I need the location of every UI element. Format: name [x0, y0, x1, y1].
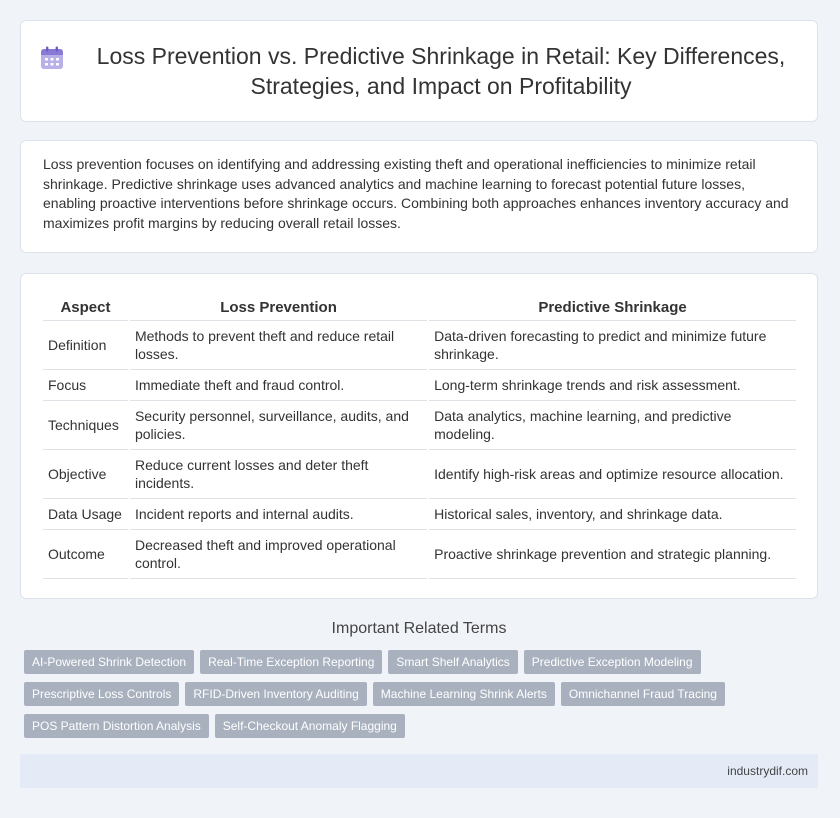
row-aspect: Techniques	[43, 401, 128, 450]
row-predictive-shrinkage: Data analytics, machine learning, and predictive modeling.	[429, 401, 796, 450]
related-term-tag[interactable]: Machine Learning Shrink Alerts	[373, 682, 555, 706]
related-terms-title: Important Related Terms	[331, 620, 507, 637]
calendar-icon	[39, 45, 65, 71]
row-predictive-shrinkage: Long-term shrinkage trends and risk assessment.	[429, 370, 796, 401]
header-aspect: Aspect	[43, 294, 128, 321]
row-predictive-shrinkage: Identify high-risk areas and optimize resource allocation.	[429, 450, 796, 499]
related-term-tag[interactable]: Predictive Exception Modeling	[524, 650, 701, 674]
table-header-row	[43, 294, 796, 321]
related-term-tag[interactable]: Prescriptive Loss Controls	[24, 682, 179, 706]
table-row	[43, 401, 796, 450]
title-card	[20, 20, 818, 122]
header-loss-prevention: Loss Prevention	[130, 294, 427, 321]
related-term-tag[interactable]: Smart Shelf Analytics	[388, 650, 517, 674]
comparison-table	[41, 294, 798, 579]
related-terms-section	[20, 620, 818, 738]
row-loss-prevention: Incident reports and internal audits.	[130, 499, 427, 530]
related-term-tag[interactable]: Omnichannel Fraud Tracing	[561, 682, 725, 706]
footer-site[interactable]: industrydif.com	[727, 764, 808, 778]
row-loss-prevention: Methods to prevent theft and reduce retail losses.	[130, 321, 427, 370]
row-predictive-shrinkage: Historical sales, inventory, and shrinkage data.	[429, 499, 796, 530]
row-aspect: Data Usage	[43, 499, 128, 530]
summary-text: Loss prevention focuses on identifying and addressing existing theft and operational inefficiencies to minimize retail shrinkage. Predictive shrinkage uses advanced analytics and machine learning to forecast potential future losses, enabling proactive interventions before shrinkage occurs. Combining both approaches enhances inventory accuracy and maximizes profit margins by reducing overall retail losses.	[43, 156, 789, 231]
table-row	[43, 370, 796, 401]
row-aspect: Focus	[43, 370, 128, 401]
table-row	[43, 499, 796, 530]
table-row	[43, 530, 796, 579]
related-term-tag[interactable]: RFID-Driven Inventory Auditing	[185, 682, 366, 706]
summary-card	[20, 140, 818, 253]
header-predictive-shrinkage: Predictive Shrinkage	[429, 294, 796, 321]
comparison-table-card	[20, 273, 818, 599]
row-predictive-shrinkage: Proactive shrinkage prevention and strategic planning.	[429, 530, 796, 579]
related-term-tag[interactable]: AI-Powered Shrink Detection	[24, 650, 194, 674]
table-row	[43, 450, 796, 499]
row-loss-prevention: Immediate theft and fraud control.	[130, 370, 427, 401]
title-wrap	[39, 41, 799, 101]
related-terms-tags	[20, 650, 818, 738]
row-aspect: Outcome	[43, 530, 128, 579]
page-title: Loss Prevention vs. Predictive Shrinkage in Retail: Key Differences, Strategies, and Impact on Profitability	[96, 43, 786, 99]
row-aspect: Objective	[43, 450, 128, 499]
row-loss-prevention: Reduce current losses and deter theft incidents.	[130, 450, 427, 499]
related-term-tag[interactable]: Self-Checkout Anomaly Flagging	[215, 714, 405, 738]
row-predictive-shrinkage: Data-driven forecasting to predict and minimize future shrinkage.	[429, 321, 796, 370]
row-aspect: Definition	[43, 321, 128, 370]
related-term-tag[interactable]: POS Pattern Distortion Analysis	[24, 714, 209, 738]
table-row	[43, 321, 796, 370]
footer	[20, 754, 818, 788]
row-loss-prevention: Decreased theft and improved operational control.	[130, 530, 427, 579]
related-term-tag[interactable]: Real-Time Exception Reporting	[200, 650, 382, 674]
row-loss-prevention: Security personnel, surveillance, audits, and policies.	[130, 401, 427, 450]
